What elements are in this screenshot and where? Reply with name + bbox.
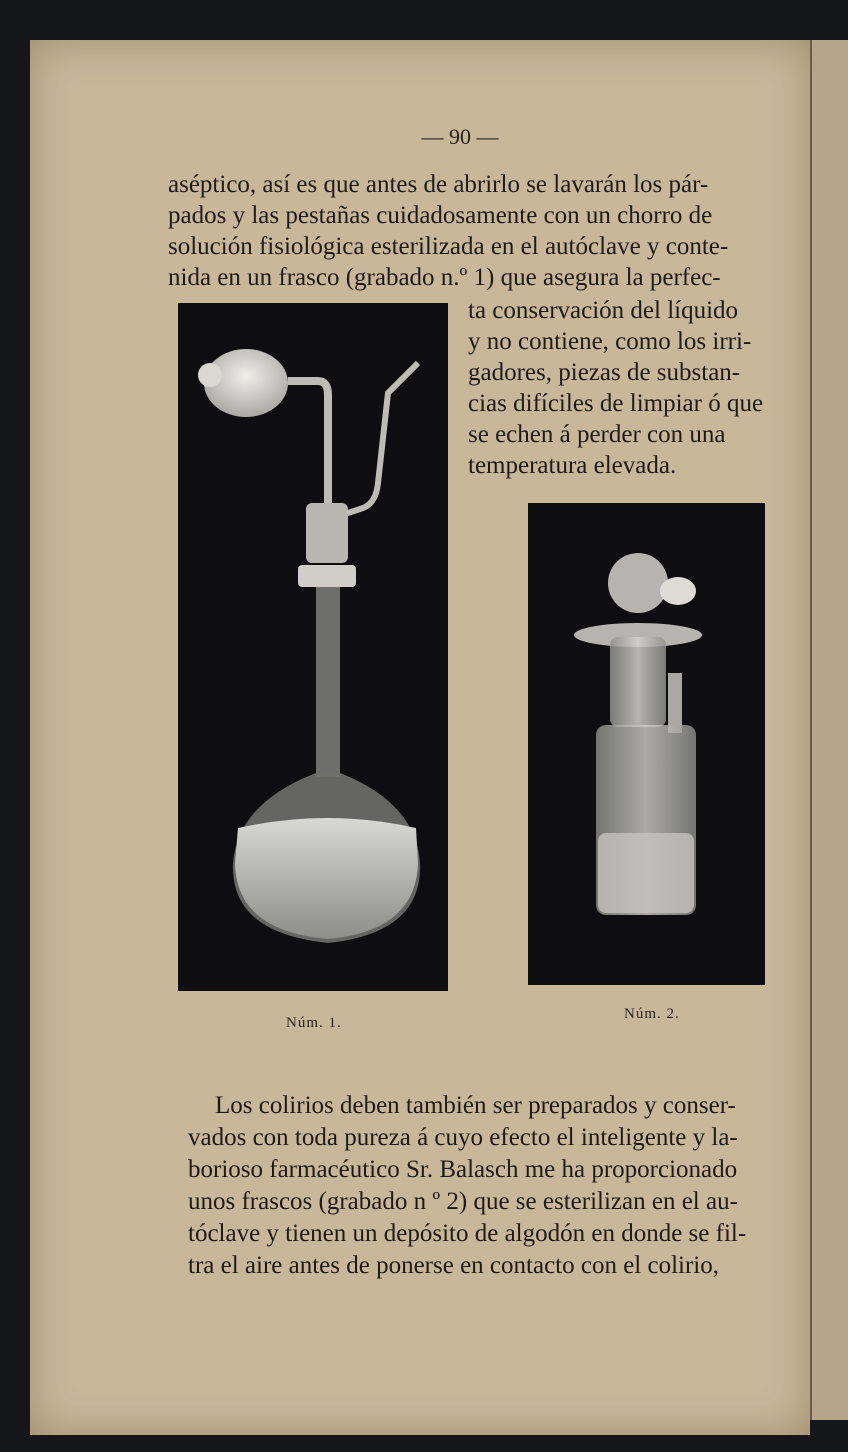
figure-2-caption: Núm. 2. — [624, 1006, 680, 1022]
text-line: solución fisiológica esterilizada en el autóclave y conte- — [168, 233, 729, 260]
text-line: tóclave y tienen un depósito de algodón en donde se fil- — [188, 1220, 747, 1247]
figure-2-bottle-photo — [528, 503, 765, 985]
text-line: se echen á perder con una — [468, 421, 726, 448]
text-line: pados y las pestañas cuidadosamente con un chorro de — [168, 202, 713, 229]
bottle-illustration — [528, 503, 765, 985]
text-line: tra el aire antes de ponerse en contacto con el colirio, — [188, 1252, 720, 1279]
text-line: Los colirios deben también ser preparados y conser- — [215, 1092, 736, 1119]
figure-1-flask-photo — [178, 303, 448, 991]
text-line: gadores, piezas de substan- — [468, 359, 741, 386]
adjacent-page-edge — [810, 40, 848, 1420]
text-line: vados con toda pureza á cuyo efecto el inteligente y la- — [188, 1124, 738, 1151]
text-line: nida en un frasco (grabado n.º 1) que asegura la perfec- — [168, 264, 721, 291]
text-line: borioso farmacéutico Sr. Balasch me ha proporcionado — [188, 1156, 738, 1183]
text-line: temperatura elevada. — [468, 452, 677, 479]
text-line: unos frascos (grabado n º 2) que se esterilizan en el au- — [188, 1188, 738, 1215]
text-line: aséptico, así es que antes de abrirlo se lavarán los pár- — [168, 171, 709, 198]
figure-1-caption: Núm. 1. — [286, 1015, 342, 1031]
page-number: — 90 — — [421, 124, 499, 149]
text-line: cias difíciles de limpiar ó que — [468, 390, 764, 417]
flask-illustration — [178, 303, 448, 991]
text-line: y no contiene, como los irri- — [468, 328, 752, 355]
text-line: ta conservación del líquido — [468, 297, 739, 324]
